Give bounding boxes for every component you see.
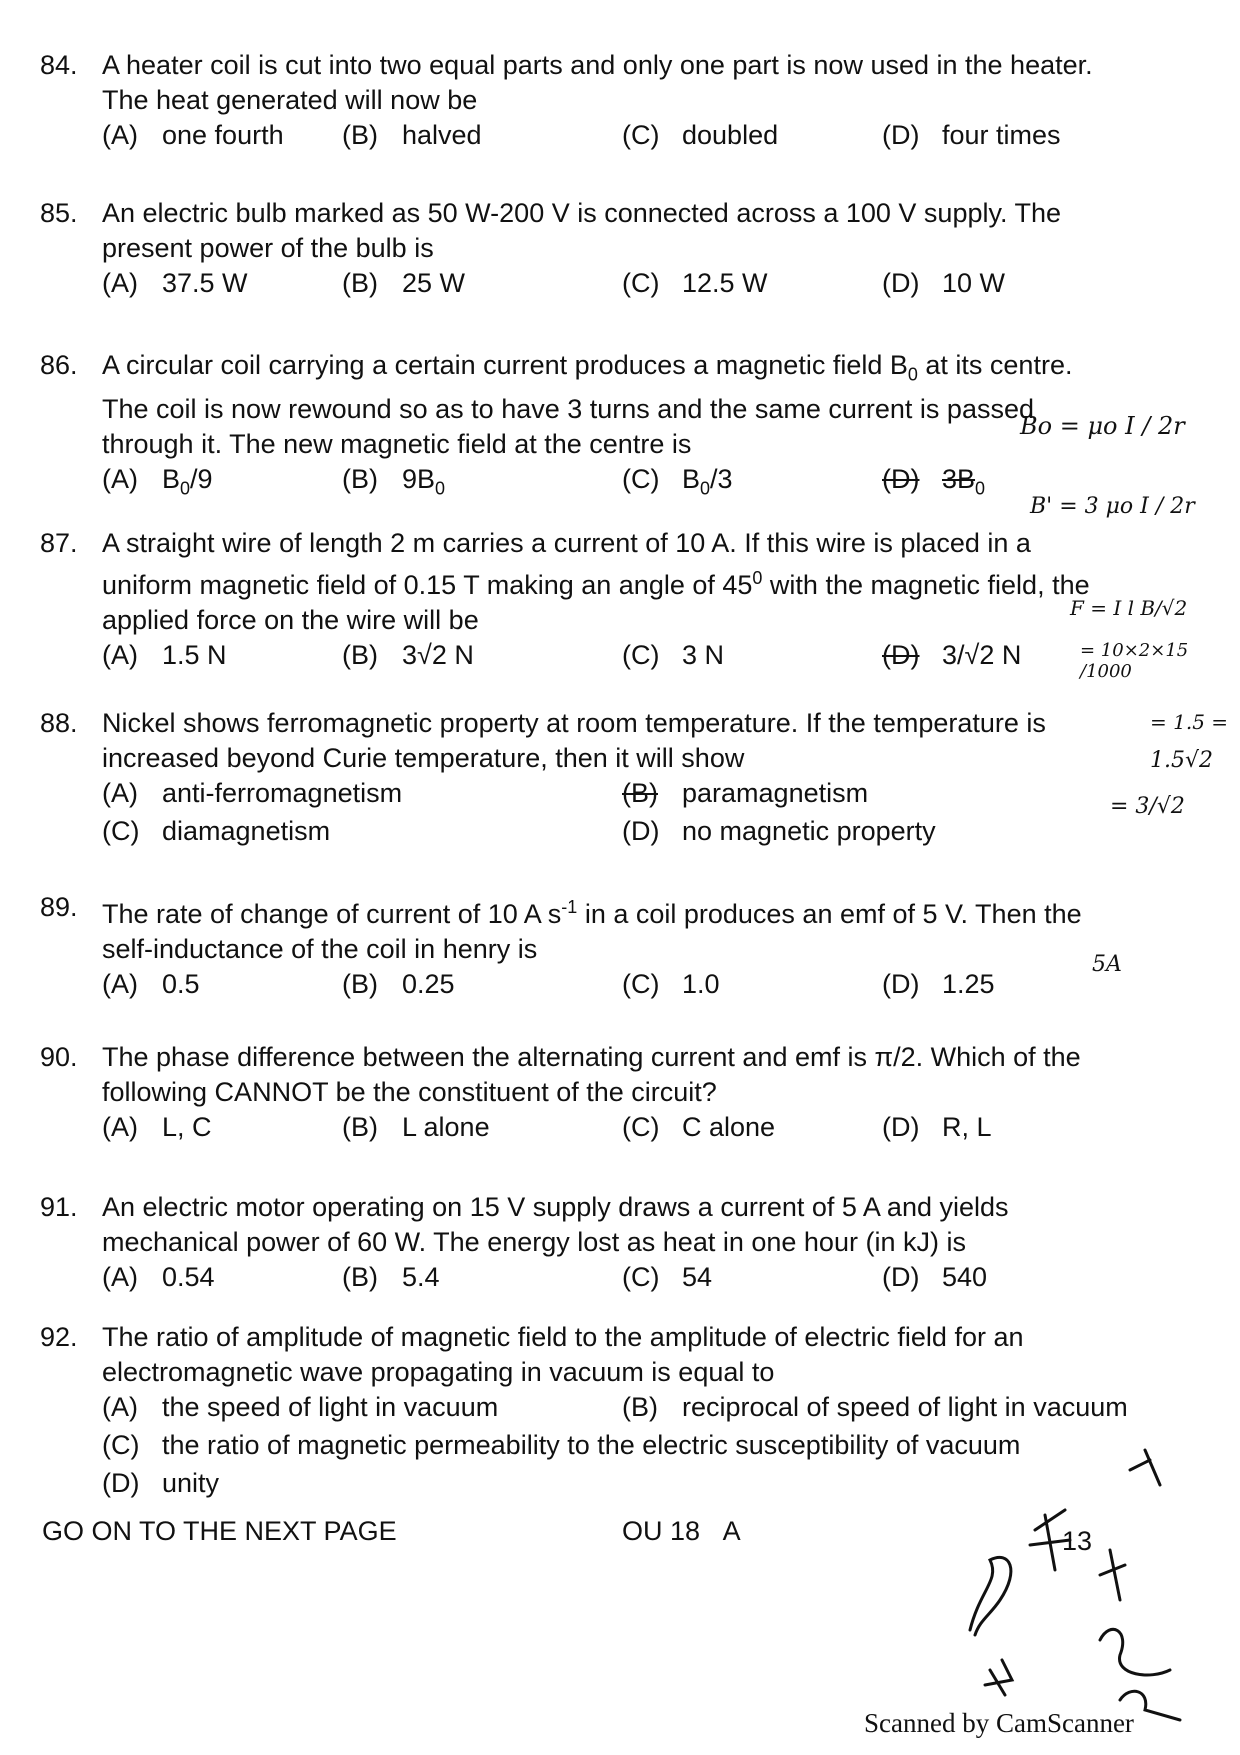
page-number: 13 [1062,1526,1093,1556]
question-number: 88. [40,708,78,738]
handwritten-note-q87-3: = 1.5 = [1150,710,1229,734]
option-a: (A) 0.5 [102,969,200,999]
question-84 [40,48,1150,156]
option-c: (C) C alone [622,1112,776,1142]
handwritten-note-q87-1: F = I l B/√2 [1070,596,1188,620]
option-c: (C) $B_0/3$ [622,464,733,499]
option-d: (D) four times [882,120,1061,150]
option-b: (B) 0.25 [342,969,455,999]
option-d: (D) $3B_0$ [882,464,986,499]
question-text: An electric bulb marked as 50 W-200 V is connected across a 100 V supply. The present power of the bulb is [102,198,1062,263]
option-a: (A) 37.5 W [102,268,248,298]
options-row-1 [102,776,1150,814]
option-c: (C) doubled [622,120,779,150]
option-c: (C) 54 [622,1262,713,1292]
option-b: (B) 25 W [342,268,466,298]
option-d: (D) R, L [882,1112,992,1142]
handwritten-note-q87-5: = 3/√2 [1110,794,1185,819]
options [102,967,1150,1005]
handwritten-note-q86-2: B' = 3 μo I / 2r [1030,494,1195,519]
options [102,1110,1150,1148]
option-b: (B) paramagnetism [622,778,869,808]
option-a: (A) $B_0/9$ [102,464,213,499]
question-88 [40,706,1150,852]
option-b: (B) $9B_0$ [342,464,446,499]
option-b: (B) 3√2 N [342,640,474,670]
question-number: 92. [40,1322,78,1352]
option-a: (A) the speed of light in vacuum [102,1392,499,1422]
question-85 [40,196,1150,304]
question-text: A heater coil is cut into two equal parts and only one part is now used in the heater. The heat generated will now be [102,50,1093,115]
option-b: (B) reciprocal of speed of light in vacuum [622,1392,1128,1422]
question-text: Nickel shows ferromagnetic property at room temperature. If the temperature is increased beyond Curie temperature, then it will show [102,708,1046,773]
handwritten-note-q89: 5A [1092,952,1122,977]
option-a: (A) L, C [102,1112,212,1142]
option-a: (A) 0.54 [102,1262,215,1292]
option-d: (D) 3/√2 N [882,640,1022,670]
options-row-2 [102,814,1150,852]
question-text: The ratio of amplitude of magnetic field to the amplitude of electric field for an electromagnetic wave propagating in vacuum is equal to [102,1322,1024,1387]
question-90 [40,1040,1150,1148]
option-b: (B) 5.4 [342,1262,440,1292]
question-text: A circular coil carrying a certain current produces a magnetic field $B_0$ at its centre. The coil is now rewound so as to have 3 turns and the same current is passed through it. The new magnetic field at the centre is [102,350,1073,460]
options [102,638,1150,676]
handwritten-note-q87-4: 1.5√2 [1150,748,1214,773]
booklet-code: OU 18 A [622,1516,741,1546]
question-number: 86. [40,350,78,380]
question-text: The phase difference between the alternating current and emf is π/2. Which of the following CANNOT be the constituent of the circuit? [102,1042,1081,1107]
option-a: (A) anti-ferromagnetism [102,778,403,808]
options-row-1 [102,1390,1150,1428]
question-number: 91. [40,1192,78,1222]
option-a: (A) one fourth [102,120,284,150]
options [102,1260,1150,1298]
option-b: (B) L alone [342,1112,490,1142]
option-d: (D) 1.25 [882,969,995,999]
question-92 [40,1320,1150,1501]
option-a: (A) 1.5 N [102,640,227,670]
question-number: 87. [40,528,78,558]
handwritten-note-q86-1: Bo = μo I / 2r [1020,412,1185,440]
option-c: (C) 3 N [622,640,725,670]
question-91 [40,1190,1150,1298]
options [102,266,1150,304]
question-number: 89. [40,892,78,922]
option-b: (B) halved [342,120,482,150]
question-89 [40,890,1150,1005]
options [102,118,1150,156]
options [102,462,1150,500]
question-text: The rate of change of current of 10 A $s^{-1}$ in a coil produces an emf of 5 V. Then the self-inductance of the coil in henry is [102,897,1082,964]
option-c: (C) the ratio of magnetic permeability to the electric susceptibility of vacuum [102,1430,1021,1460]
question-86 [40,348,1150,500]
option-d: (D) no magnetic property [622,816,936,846]
option-d: (D) 10 W [882,268,1006,298]
option-d: (D) unity [102,1468,220,1498]
question-text: An electric motor operating on 15 V supply draws a current of 5 A and yields mechanical power of 60 W. The energy lost as heat in one hour (in kJ) is [102,1192,1009,1257]
next-page-note: GO ON TO THE NEXT PAGE [42,1516,397,1546]
option-c: (C) 1.0 [622,969,720,999]
scanner-watermark: Scanned by CamScanner [864,1708,1134,1738]
option-d: (D) 540 [882,1262,988,1292]
option-c: (C) diamagnetism [102,816,331,846]
question-number: 85. [40,198,78,228]
question-text: A straight wire of length 2 m carries a current of 10 A. If this wire is placed in a uniform magnetic field of 0.15 T making an angle of $45^0$ with the magnetic field, the applied force on the wire will be [102,528,1090,635]
question-number: 84. [40,50,78,80]
question-87 [40,526,1150,676]
option-c: (C) 12.5 W [622,268,768,298]
handwritten-note-q87-2: = 10×2×15 /1000 [1080,640,1189,682]
question-number: 90. [40,1042,78,1072]
